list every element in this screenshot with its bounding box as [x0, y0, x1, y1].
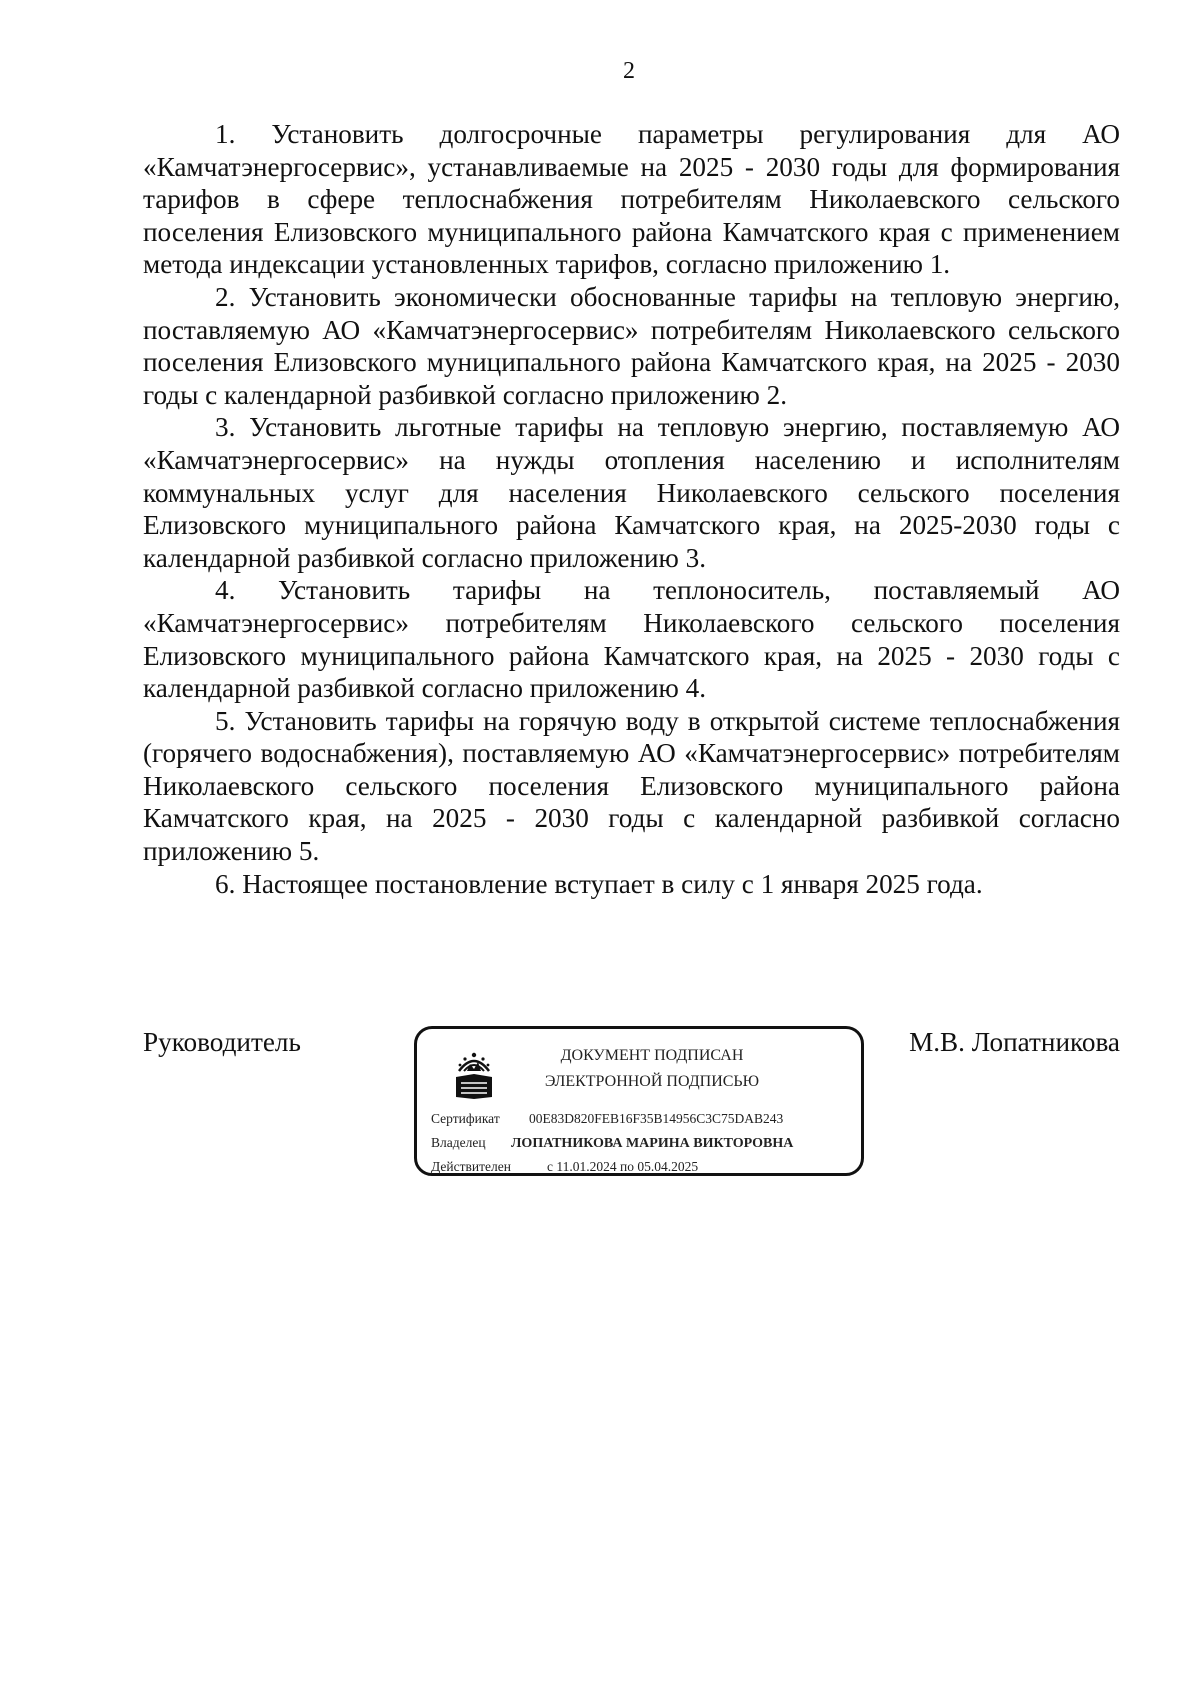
electronic-signature-stamp	[414, 1026, 864, 1176]
owner-row	[431, 1135, 793, 1152]
stamp-header-line-1: ДОКУМЕНТ ПОДПИСАН	[560, 1047, 744, 1064]
paragraph-6: 6. Настоящее постановление вступает в силу с 1 января 2025 года.	[215, 868, 983, 899]
page-number: 2	[623, 58, 635, 84]
validity-label: Действителен	[431, 1159, 511, 1174]
document-body	[143, 118, 1120, 900]
paragraph-4: 4. Установить тарифы на теплоноситель, поставляемый АО «Камчатэнергосервис» потребителям Николаевского сельского поселения Елизовского муниципального района Камчатского края, на 2025 - 2030 годы с календарной разбивкой согласно приложению 4.	[143, 575, 1120, 704]
validity-row	[431, 1159, 698, 1175]
certificate-value: 00E83D820FEB16F35B14956C3C75DAB243	[529, 1111, 784, 1126]
signature-block	[143, 1026, 1120, 1186]
paragraph-1: 1. Установить долгосрочные параметры регулирования для АО «Камчатэнергосервис», устанавливаемые на 2025 - 2030 годы для формирования тарифов в сфере теплоснабжения потребителям Николаевского сельского поселения Елизовского муниципального района Камчатского края с применением метода индексации установленных тарифов, согласно приложению 1.	[143, 119, 1120, 280]
validity-value: с 11.01.2024 по 05.04.2025	[547, 1159, 699, 1174]
stamp-header	[497, 1043, 807, 1095]
signer-role: Руководитель	[143, 1027, 301, 1057]
owner-label: Владелец	[431, 1135, 486, 1150]
paragraph-5: 5. Установить тарифы на горячую воду в открытой системе теплоснабжения (горячего водоснабжения), поставляемую АО «Камчатэнергосервис» потребителям Николаевского сельского поселения Елизовского муниципального района Камчатского края, на 2025 - 2030 годы с календарной разбивкой согласно приложению 5.	[143, 705, 1120, 867]
stamp-header-line-2: ЭЛЕКТРОННОЙ ПОДПИСЬЮ	[544, 1073, 760, 1090]
paragraph-2: 2. Установить экономически обоснованные тарифы на тепловую энергию, поставляемую АО «Камчатэнергосервис» потребителям Николаевского сельского поселения Елизовского муниципального района Камчатского края, на 2025 - 2030 годы с календарной разбивкой согласно приложению 2.	[143, 281, 1120, 410]
certificate-row	[431, 1111, 783, 1127]
coat-of-arms-icon	[453, 1047, 495, 1101]
certificate-label: Сертификат	[431, 1111, 500, 1126]
signer-name: М.В. Лопатникова	[909, 1027, 1120, 1057]
owner-value: ЛОПАТНИКОВА МАРИНА ВИКТОРОВНА	[511, 1136, 794, 1151]
paragraph-3: 3. Установить льготные тарифы на тепловую энергию, поставляемую АО «Камчатэнергосервис» на нужды отопления населению и исполнителям коммунальных услуг для населения Николаевского сельского поселения Елизовского муниципального района Камчатского края, на 2025-2030 годы с календарной разбивкой согласно приложению 3.	[143, 412, 1120, 573]
